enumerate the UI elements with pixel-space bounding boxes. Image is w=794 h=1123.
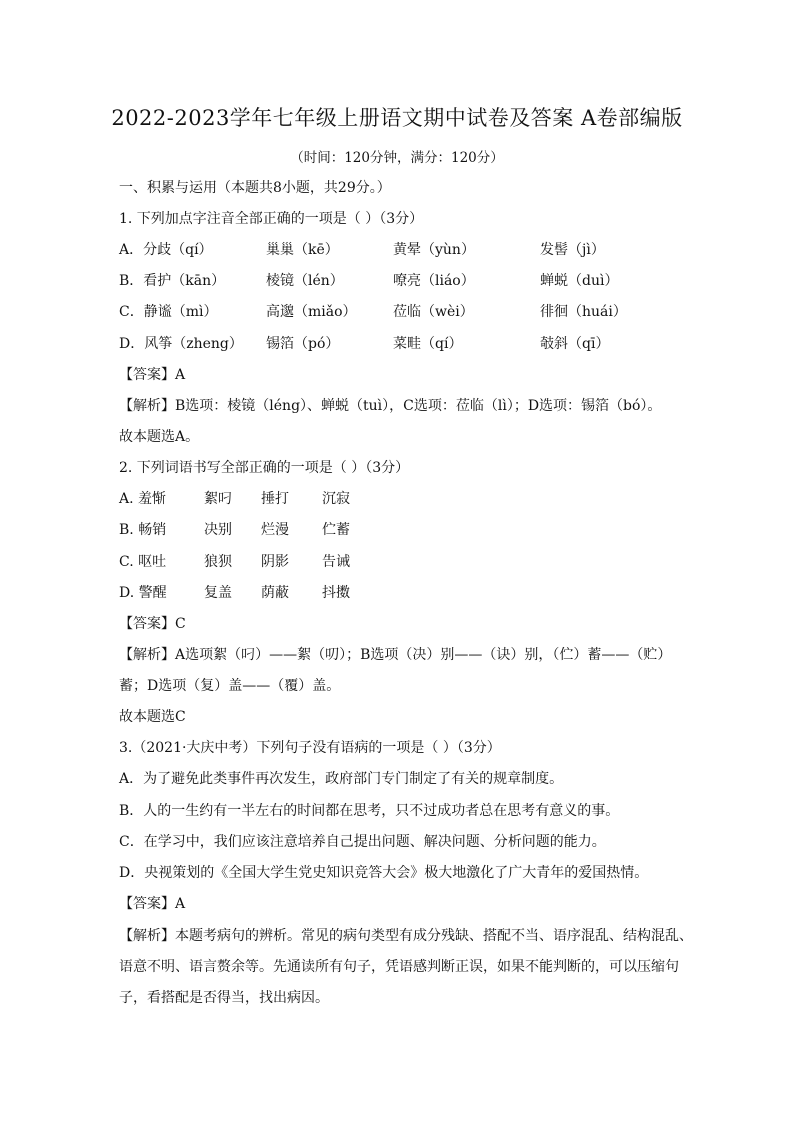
q2-option-b-2: 决别 (204, 522, 232, 538)
q2-option-a-3: 捶打 (261, 491, 289, 507)
q2-option-b-3: 烂漫 (261, 522, 289, 538)
question-2-stem: 2. 下列词语书写全部正确的一项是（ ）（3分） (119, 460, 410, 476)
q1-option-a-1: A．分歧（qí） (119, 242, 213, 258)
q2-option-c-3: 阴影 (261, 554, 289, 570)
q2-option-a-1: A. 羞惭 (119, 491, 167, 507)
q1-option-b-3: 嘹亮（liáo） (393, 273, 475, 289)
q2-option-c-1: C. 呕吐 (119, 554, 167, 570)
q2-answer: 【答案】C (119, 616, 186, 632)
question-3-stem: 3.（2021·大庆中考）下列句子没有语病的一项是（ ）（3分） (119, 740, 501, 756)
q2-analysis-line-1: 【解析】A选项絮（叼）——絮（叨）；B选项（决）别——（诀）别，（伫）蓄——（贮） (119, 647, 672, 663)
document-subtitle: （时间：120分钟，满分：120分） (290, 150, 504, 166)
q1-option-c-1: C．静谧（mì） (119, 304, 218, 320)
section-heading: 一、积累与运用（本题共8小题，共29分。） (119, 180, 391, 196)
q2-option-c-4: 告诫 (322, 554, 350, 570)
q2-option-b-1: B. 畅销 (119, 522, 167, 538)
q1-option-b-4: 蝉蜕（duì） (540, 273, 619, 289)
q1-option-b-1: B．看护（kān） (119, 273, 226, 289)
q1-option-b-2: 棱镜（lén） (266, 273, 344, 289)
document-title: 2022-2023学年七年级上册语文期中试卷及答案 A卷部编版 (111, 106, 683, 130)
q3-answer: 【答案】A (119, 896, 186, 912)
q2-option-a-4: 沉寂 (322, 491, 350, 507)
q2-option-d-2: 复盖 (204, 585, 232, 601)
q1-option-c-2: 高邈（miǎo） (266, 304, 357, 320)
q1-option-d-4: 攲斜（qī） (540, 336, 610, 352)
q1-option-d-2: 锡箔（pó） (266, 336, 340, 352)
q1-option-a-2: 巢巢（kē） (266, 242, 339, 258)
q2-conclusion: 故本题选C (119, 709, 186, 725)
q2-option-c-2: 狼狈 (204, 554, 232, 570)
q1-option-c-4: 徘徊（huái） (540, 304, 627, 320)
q1-option-d-1: D．风筝（zheng） (119, 336, 243, 352)
q2-option-d-1: D. 警醒 (119, 585, 167, 601)
q3-option-c: C．在学习中，我们应该注意培养自己提出问题、解决问题、分析问题的能力。 (119, 834, 606, 850)
q2-option-b-4: 伫蓄 (322, 522, 350, 538)
q3-option-b: B．人的一生约有一半左右的时间都在思考，只不过成功者总在思考有意义的事。 (119, 803, 620, 819)
q2-analysis-line-2: 蓄；D选项（复）盖——（覆）盖。 (119, 678, 341, 694)
q1-analysis: 【解析】B选项：棱镜（léng）、蝉蜕（tuì），C选项：莅临（lì）；D选项：锡箔（bó）。 (119, 398, 662, 414)
q1-option-a-4: 发髻（jì） (540, 242, 605, 258)
q1-option-c-3: 莅临（wèi） (393, 304, 474, 320)
q3-analysis-line-2: 语意不明、语言赘余等。先通读所有句子，凭语感判断正误，如果不能判断的，可以压缩句 (119, 959, 679, 975)
q1-answer: 【答案】A (119, 367, 186, 383)
q1-option-a-3: 黄晕（yùn） (393, 242, 475, 258)
q2-option-a-2: 絮叼 (204, 491, 232, 507)
q3-analysis-line-3: 子，看搭配是否得当，找出病因。 (119, 990, 329, 1006)
q3-option-d: D．央视策划的《全国大学生党史知识竞答大会》极大地激化了广大青年的爱国热情。 (119, 865, 649, 881)
q2-option-d-4: 抖擞 (322, 585, 350, 601)
q3-option-a: A．为了避免此类事件再次发生，政府部门专门制定了有关的规章制度。 (119, 771, 564, 787)
q3-analysis-line-1: 【解析】本题考病句的辨析。常见的病句类型有成分残缺、搭配不当、语序混乱、结构混乱、 (119, 928, 693, 944)
q1-conclusion: 故本题选A。 (119, 429, 200, 445)
question-1-stem: 1. 下列加点字注音全部正确的一项是（ ）（3分） (119, 211, 424, 227)
q1-option-d-3: 菜畦（qí） (393, 336, 463, 352)
q2-option-d-3: 荫蔽 (261, 585, 289, 601)
